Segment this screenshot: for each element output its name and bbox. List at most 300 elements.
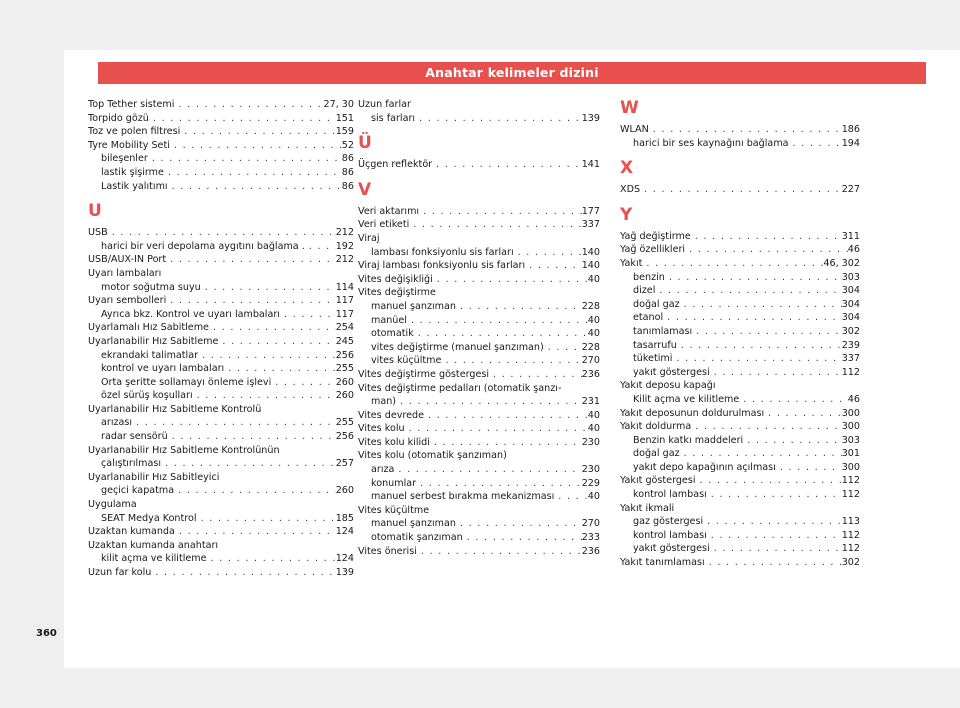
- entry-page-ref: 139: [581, 112, 600, 124]
- index-entry: [620, 257, 860, 271]
- index-entry: [88, 566, 354, 580]
- entry-page-ref: 227: [841, 184, 860, 196]
- index-entry: [358, 205, 600, 219]
- entry-term: Vites devrede: [358, 409, 425, 421]
- dot-leader: [175, 525, 336, 539]
- index-subentry: [620, 488, 860, 502]
- index-subentry: [620, 393, 860, 407]
- entry-term: Lastik yalıtımı: [101, 180, 168, 192]
- entry-page-ref: 256: [335, 349, 354, 361]
- dot-leader: [151, 566, 335, 580]
- entry-page-ref: 228: [581, 300, 600, 312]
- entry-page-ref: 239: [841, 339, 860, 351]
- dot-leader: [305, 240, 336, 254]
- entry-page-ref: 303: [841, 271, 860, 283]
- entry-page-ref: 270: [581, 355, 600, 367]
- index-heading: Vites kolu (otomatik şanzıman): [358, 450, 507, 462]
- dot-leader: [692, 325, 842, 339]
- dot-leader: [680, 298, 842, 312]
- entry-term: manuel serbest bırakma mekanizması: [371, 491, 555, 503]
- index-subentry: [88, 180, 354, 194]
- entry-page-ref: 113: [841, 516, 860, 528]
- dot-leader: [209, 321, 336, 335]
- index-subentry: [620, 529, 860, 543]
- dot-leader: [166, 253, 336, 267]
- section-letter: X: [620, 158, 634, 179]
- entry-term: ekrandaki talimatlar: [101, 349, 199, 361]
- dot-leader: [405, 422, 588, 436]
- dot-leader: [132, 416, 336, 430]
- index-heading: Uyarı lambaları: [88, 267, 162, 279]
- entry-term: gaz göstergesi: [633, 516, 704, 528]
- entry-page-ref: 256: [335, 431, 354, 443]
- index-entry: [358, 368, 600, 382]
- entry-page-ref: 230: [581, 436, 600, 448]
- dot-leader: [789, 137, 842, 151]
- entry-term: Viraj lambası fonksiyonlu sis farları: [358, 260, 526, 272]
- entry-term: arızası: [101, 417, 133, 429]
- entry-term: Uyarı sembolleri: [88, 295, 167, 307]
- index-entry: [88, 139, 354, 153]
- section-letter: Y: [620, 204, 633, 225]
- dot-leader: [108, 226, 336, 240]
- index-heading: Uyarlanabilir Hız Sabitleme Kontrolünün: [88, 444, 280, 456]
- index-subentry: [620, 298, 860, 312]
- dot-leader: [224, 362, 336, 376]
- entry-term: Orta şeritte sollamayı önleme işlevi: [101, 376, 272, 388]
- entry-term: Yakıt deposunun doldurulması: [620, 407, 765, 419]
- index-subentry: [88, 416, 354, 430]
- entry-page-ref: 40: [587, 273, 600, 285]
- index-subentry: [358, 517, 600, 531]
- dot-leader: [198, 349, 336, 363]
- index-entry: [358, 422, 600, 436]
- dot-leader: [655, 284, 841, 298]
- entry-page-ref: 40: [587, 423, 600, 435]
- index-subentry: [88, 552, 354, 566]
- entry-term: Vites değiştirme göstergesi: [358, 368, 490, 380]
- dot-leader: [193, 389, 336, 403]
- entry-term: Top Tether sistemi: [88, 99, 175, 110]
- entry-term: lambası fonksiyonlu sis farları: [371, 246, 514, 258]
- dot-leader: [705, 556, 842, 570]
- dot-leader: [710, 542, 842, 556]
- entry-page-ref: 260: [335, 376, 354, 388]
- entry-term: yakıt göstergesi: [633, 366, 710, 378]
- index-subentry: [620, 447, 860, 461]
- index-entry: [620, 123, 860, 137]
- dot-leader: [396, 395, 582, 409]
- entry-page-ref: 86: [341, 166, 354, 178]
- entry-page-ref: 301: [841, 448, 860, 460]
- dot-leader: [207, 552, 336, 566]
- dot-leader: [680, 447, 842, 461]
- entry-term: Ayrıca bkz. Kontrol ve uyarı lambaları: [101, 308, 280, 320]
- dot-leader: [463, 531, 582, 545]
- entry-page-ref: 300: [841, 407, 860, 419]
- entry-page-ref: 185: [335, 512, 354, 524]
- entry-page-ref: 254: [335, 322, 354, 334]
- index-entry: [620, 420, 860, 434]
- index-subentry: [358, 112, 600, 126]
- index-subentry: [620, 434, 860, 448]
- index-entry: [358, 259, 600, 273]
- dot-leader: [456, 517, 582, 531]
- entry-page-ref: 303: [841, 434, 860, 446]
- entry-term: çalıştırılması: [101, 458, 162, 470]
- entry-term: manuel şanzıman: [371, 300, 456, 312]
- index-subentry: [358, 354, 600, 368]
- dot-leader: [149, 112, 336, 126]
- entry-page-ref: 302: [841, 325, 860, 337]
- index-entry: [620, 183, 860, 197]
- section-letter: Ü: [358, 133, 372, 154]
- index-entry: [358, 545, 600, 559]
- entry-term: Yakıt: [620, 257, 643, 269]
- entry-page-ref: 233: [581, 532, 600, 544]
- dot-leader: [776, 461, 842, 475]
- entry-term: Uzaktan kumanda: [88, 526, 175, 538]
- dot-leader: [677, 339, 842, 353]
- entry-term: özel sürüş koşulları: [101, 390, 193, 402]
- entry-term: Yakıt göstergesi: [620, 475, 696, 487]
- index-heading: Uyarlanabilir Hız Sabitleme Kontrolü: [88, 403, 262, 415]
- dot-leader: [544, 341, 582, 355]
- index-heading: Uzaktan kumanda anahtarı: [88, 539, 219, 551]
- index-entry: [88, 253, 354, 267]
- dot-leader: [640, 183, 842, 197]
- entry-page-ref: 139: [335, 567, 354, 578]
- dot-leader: [197, 512, 336, 526]
- dot-leader: [672, 352, 841, 366]
- dot-leader: [394, 463, 581, 477]
- entry-page-ref: 112: [841, 489, 860, 501]
- index-subentry: [88, 362, 354, 376]
- index-heading: Viraj: [358, 232, 380, 244]
- index-entry: [88, 98, 354, 112]
- index-entry: [620, 556, 860, 570]
- dot-leader: [168, 180, 342, 194]
- entry-term: SEAT Medya Kontrol: [101, 512, 197, 524]
- index-subentry: [88, 512, 354, 526]
- dot-leader: [180, 125, 335, 139]
- dot-leader: [424, 409, 588, 423]
- index-entry: [88, 125, 354, 139]
- entry-page-ref: 27, 30: [323, 99, 354, 110]
- entry-term: doğal gaz: [633, 448, 680, 460]
- index-subentry: [88, 484, 354, 498]
- dot-leader: [514, 246, 582, 260]
- entry-page-ref: 186: [841, 124, 860, 135]
- dot-leader: [271, 376, 335, 390]
- entry-page-ref: 52: [341, 139, 354, 151]
- index-entry: [620, 243, 860, 257]
- entry-page-ref: 141: [581, 159, 600, 171]
- index-heading: Vites değiştirme pedalları (otomatik şanzı-: [358, 382, 562, 394]
- index-entry: [88, 335, 354, 349]
- dot-leader: [174, 484, 336, 498]
- index-subentry: [620, 311, 860, 325]
- index-heading: Yakıt deposu kapağı: [620, 380, 716, 392]
- index-subentry: [358, 395, 600, 409]
- index-subentry: [620, 284, 860, 298]
- dot-leader: [433, 273, 588, 287]
- entry-page-ref: 311: [841, 230, 860, 242]
- index-subentry: [358, 327, 600, 341]
- entry-page-ref: 228: [581, 341, 600, 353]
- entry-page-ref: 117: [335, 308, 354, 320]
- entry-term: manuel şanzıman: [371, 518, 456, 530]
- index-subentry: [358, 531, 600, 545]
- entry-page-ref: 304: [841, 285, 860, 297]
- entry-page-ref: 151: [335, 112, 354, 124]
- section-letter: W: [620, 98, 639, 118]
- index-subentry: [620, 137, 860, 151]
- index-subentry: [358, 246, 600, 260]
- index-entry: [358, 436, 600, 450]
- dot-leader: [432, 158, 582, 172]
- dot-leader: [148, 152, 342, 166]
- dot-leader: [407, 314, 588, 328]
- entry-page-ref: 86: [341, 180, 354, 192]
- dot-leader: [164, 166, 342, 180]
- dot-leader: [456, 300, 582, 314]
- dot-leader: [696, 474, 842, 488]
- index-subentry: [88, 166, 354, 180]
- entry-page-ref: 112: [841, 475, 860, 487]
- entry-term: kontrol lambası: [633, 529, 707, 541]
- entry-page-ref: 245: [335, 335, 354, 347]
- index-entry: [620, 230, 860, 244]
- entry-term: Uyarlanabilir Hız Sabitleme: [88, 335, 219, 347]
- dot-leader: [642, 257, 823, 271]
- entry-term: kontrol ve uyarı lambaları: [101, 363, 225, 375]
- entry-term: konumlar: [371, 477, 417, 489]
- dot-leader: [170, 139, 342, 153]
- entry-page-ref: 124: [335, 553, 354, 565]
- dot-leader: [441, 354, 581, 368]
- index-subentry: [88, 389, 354, 403]
- index-entry: [358, 158, 600, 172]
- dot-leader: [166, 294, 335, 308]
- entry-page-ref: 46, 302: [823, 257, 860, 269]
- entry-term: Yakıt tanımlaması: [620, 557, 705, 569]
- index-subentry: [358, 300, 600, 314]
- index-entry: [358, 218, 600, 232]
- entry-term: XDS: [620, 184, 641, 196]
- entry-term: benzin: [633, 271, 665, 283]
- dot-leader: [419, 205, 582, 219]
- index-heading: Uyarlanabilir Hız Sabitleyici: [88, 471, 220, 483]
- index-entry: [620, 407, 860, 421]
- dot-leader: [161, 457, 336, 471]
- entry-page-ref: 40: [587, 491, 600, 503]
- index-subentry: [620, 352, 860, 366]
- index-heading: Yakıt ikmali: [620, 502, 675, 514]
- dot-leader: [764, 407, 842, 421]
- dot-leader: [409, 218, 581, 232]
- index-subentry: [620, 461, 860, 475]
- index-subentry: [88, 308, 354, 322]
- index-entry: [358, 273, 600, 287]
- dot-leader: [218, 335, 335, 349]
- index-subentry: [358, 314, 600, 328]
- dot-leader: [414, 327, 588, 341]
- entry-term: doğal gaz: [633, 298, 680, 310]
- entry-term: Toz ve polen filtresi: [88, 126, 181, 138]
- entry-page-ref: 40: [587, 328, 600, 340]
- dot-leader: [710, 366, 842, 380]
- entry-term: yakıt göstergesi: [633, 543, 710, 555]
- index-subentry: [620, 542, 860, 556]
- dot-leader: [430, 436, 582, 450]
- dot-leader: [280, 308, 336, 322]
- index-subentry: [88, 240, 354, 254]
- index-subentry: [620, 515, 860, 529]
- index-entry: [358, 409, 600, 423]
- index-subentry: [88, 152, 354, 166]
- dot-leader: [739, 393, 847, 407]
- index-column-2: [358, 98, 600, 558]
- entry-term: Vites önerisi: [358, 545, 417, 557]
- entry-term: etanol: [633, 312, 664, 324]
- entry-term: dizel: [633, 285, 656, 297]
- index-entry: [88, 525, 354, 539]
- entry-term: Torpido gözü: [88, 112, 149, 124]
- dot-leader: [707, 529, 842, 543]
- entry-page-ref: 304: [841, 312, 860, 324]
- index-heading: Uygulama: [88, 499, 137, 511]
- entry-page-ref: 300: [841, 461, 860, 473]
- entry-term: motor soğutma suyu: [101, 281, 201, 293]
- entry-page-ref: 337: [581, 219, 600, 231]
- index-heading: Uzun farlar: [358, 99, 411, 110]
- entry-page-ref: 112: [841, 529, 860, 541]
- entry-page-ref: 46: [847, 244, 860, 256]
- section-letter: V: [358, 179, 372, 200]
- dot-leader: [489, 368, 582, 382]
- dot-leader: [174, 98, 323, 112]
- index-subentry: [358, 463, 600, 477]
- index-subentry: [358, 341, 600, 355]
- dot-leader: [201, 281, 336, 295]
- dot-leader: [415, 112, 582, 126]
- index-subentry: [358, 490, 600, 504]
- entry-page-ref: 236: [581, 368, 600, 380]
- entry-term: harici bir ses kaynağını bağlama: [633, 137, 789, 149]
- entry-page-ref: 194: [841, 137, 860, 149]
- page-title: Anahtar kelimeler dizini: [98, 62, 926, 84]
- index-subentry: [88, 281, 354, 295]
- index-subentry: [88, 376, 354, 390]
- dot-leader: [554, 490, 588, 504]
- entry-page-ref: 304: [841, 298, 860, 310]
- entry-term: Uyarlamalı Hız Sabitleme: [88, 322, 209, 334]
- dot-leader: [685, 243, 848, 257]
- entry-term: otomatik: [371, 328, 414, 340]
- dot-leader: [417, 545, 582, 559]
- entry-term: man): [371, 396, 397, 408]
- entry-term: kilit açma ve kilitleme: [101, 553, 207, 565]
- entry-term: radar sensörü: [101, 431, 168, 443]
- dot-leader: [691, 420, 841, 434]
- dot-leader: [743, 434, 842, 448]
- entry-page-ref: 140: [581, 260, 600, 272]
- index-page: [64, 50, 960, 668]
- entry-term: Vites kolu kilidi: [358, 436, 430, 448]
- index-column-1: [88, 98, 354, 580]
- entry-page-ref: 40: [587, 314, 600, 326]
- entry-term: Uzun far kolu: [88, 567, 152, 578]
- index-entry: [88, 321, 354, 335]
- entry-term: tanımlaması: [633, 325, 693, 337]
- index-subentry: [88, 349, 354, 363]
- index-entry: [620, 474, 860, 488]
- entry-page-ref: 270: [581, 518, 600, 530]
- entry-term: Üçgen reflektör: [358, 159, 433, 171]
- index-subentry: [620, 339, 860, 353]
- page-number: 360: [36, 628, 57, 639]
- entry-term: Kilit açma ve kilitleme: [633, 393, 740, 405]
- index-heading: Vites küçültme: [358, 504, 430, 516]
- entry-page-ref: 260: [335, 390, 354, 402]
- dot-leader: [168, 430, 336, 444]
- entry-page-ref: 112: [841, 543, 860, 555]
- entry-term: tüketimi: [633, 353, 673, 365]
- entry-page-ref: 300: [841, 421, 860, 433]
- entry-page-ref: 159: [335, 126, 354, 138]
- entry-page-ref: 302: [841, 557, 860, 569]
- index-column-3: [620, 98, 860, 570]
- entry-term: Vites kolu: [358, 423, 405, 435]
- index-subentry: [620, 271, 860, 285]
- entry-term: Vites değişikliği: [358, 273, 433, 285]
- dot-leader: [703, 515, 842, 529]
- entry-page-ref: 192: [335, 240, 354, 252]
- entry-page-ref: 212: [335, 254, 354, 266]
- entry-term: Veri etiketi: [358, 219, 410, 231]
- entry-page-ref: 229: [581, 477, 600, 489]
- entry-page-ref: 337: [841, 353, 860, 365]
- entry-page-ref: 260: [335, 485, 354, 497]
- index-subentry: [88, 430, 354, 444]
- entry-term: tasarrufu: [633, 339, 677, 351]
- entry-page-ref: 46: [847, 393, 860, 405]
- entry-term: Veri aktarımı: [358, 205, 420, 217]
- entry-page-ref: 212: [335, 227, 354, 239]
- entry-term: harici bir veri depolama aygıtını bağlama .: [101, 240, 305, 252]
- entry-page-ref: 86: [341, 153, 354, 165]
- index-heading: Vites değiştirme: [358, 287, 436, 299]
- dot-leader: [707, 488, 842, 502]
- entry-page-ref: 257: [335, 458, 354, 470]
- entry-term: otomatik şanzıman: [371, 532, 463, 544]
- entry-page-ref: 177: [581, 205, 600, 217]
- entry-term: Yakıt doldurma: [620, 421, 692, 433]
- index-subentry: [358, 477, 600, 491]
- entry-term: manüel: [371, 314, 407, 326]
- entry-term: Benzin katkı maddeleri: [633, 434, 744, 446]
- entry-term: WLAN: [620, 124, 649, 135]
- entry-term: vites değiştirme (manuel şanzıman): [371, 341, 544, 353]
- entry-page-ref: 114: [335, 281, 354, 293]
- entry-term: lastik şişirme: [101, 166, 164, 178]
- dot-leader: [665, 271, 842, 285]
- dot-leader: [525, 259, 582, 273]
- entry-page-ref: 140: [581, 246, 600, 258]
- entry-term: Yağ özellikleri: [620, 244, 686, 256]
- entry-term: geçici kapatma: [101, 485, 175, 497]
